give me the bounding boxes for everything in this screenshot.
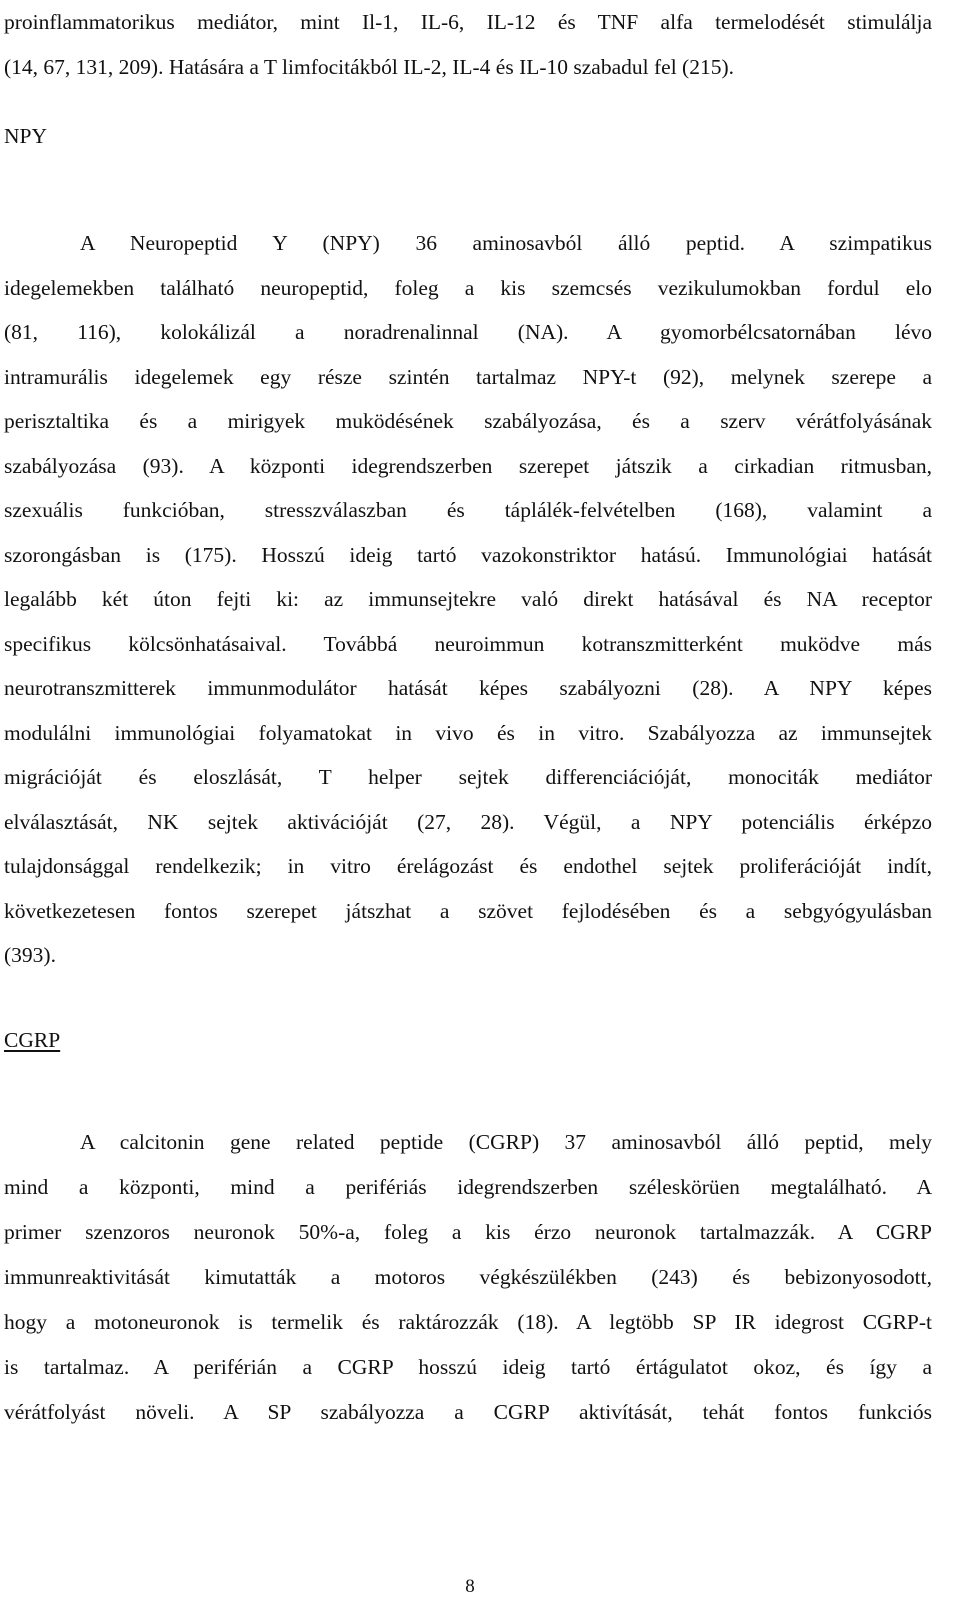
- text-line: hogy a motoneuronok is termelik és raktározzák (18). A legtöbb SP IR idegrost CGRP-t: [4, 1310, 932, 1334]
- text-line: primer szenzoros neuronok 50%-a, foleg a kis érzo neuronok tartalmazzák. A CGRP: [4, 1220, 932, 1244]
- page-number: 8: [465, 1576, 475, 1597]
- text-line: legalább két úton fejti ki: az immunsejtekre való direkt hatásával és NA receptor: [4, 587, 932, 611]
- text-line: specifikus kölcsönhatásaival. Továbbá neuroimmun kotranszmitterként muködve más: [4, 631, 932, 656]
- text-line: proinflammatorikus mediátor, mint Il-1, IL-6, IL-12 és TNF alfa termelodését stimulálja: [4, 10, 932, 34]
- text-line: A calcitonin gene related peptide (CGRP) 37 aminosavból álló peptid, mely: [80, 1130, 932, 1154]
- text-line: mind a központi, mind a perifériás idegrendszerben széleskörüen megtalálható. A: [4, 1175, 932, 1199]
- text-line: perisztaltika és a mirigyek muködésének szabályozása, és a szerv vérátfolyásának: [4, 409, 932, 433]
- text-line: szexuális funkcióban, stresszválaszban és táplálék-felvételben (168), valamint a: [4, 498, 932, 522]
- text-line: modulálni immunológiai folyamatokat in vivo és in vitro. Szabályozza az immunsejtek: [4, 720, 932, 745]
- section-heading-cgrp: CGRP: [4, 1028, 61, 1052]
- text-line: (81, 116), kolokálizál a noradrenalinnal (NA). A gyomorbélcsatornában lévo: [4, 320, 932, 344]
- text-line: tulajdonsággal rendelkezik; in vitro érelágozást és endothel sejtek proliferációját indít,: [4, 854, 932, 878]
- intro-paragraph: [4, 0, 932, 89]
- text-line: neurotranszmitterek immunmodulátor hatását képes szabályozni (28). A NPY képes: [4, 676, 932, 700]
- text-line: is tartalmaz. A periférián a CGRP hosszú ideig tartó értágulatot okoz, és így a: [4, 1355, 932, 1379]
- text-line: idegelemekben található neuropeptid, foleg a kis szemcsés vezikulumokban fordul elo: [4, 275, 932, 300]
- section-heading-npy: NPY: [4, 124, 48, 148]
- text-line: következetesen fontos szerepet játszhat a szövet fejlodésében és a sebgyógyulásban: [4, 898, 932, 923]
- text-line: A Neuropeptid Y (NPY) 36 aminosavból álló peptid. A szimpatikus: [80, 231, 932, 255]
- text-line: (14, 67, 131, 209). Hatására a T limfocitákból IL-2, IL-4 és IL-10 szabadul fel (215).: [4, 54, 734, 79]
- text-line: elválasztását, NK sejtek aktivációját (27, 28). Végül, a NPY potenciális érképzo: [4, 809, 932, 834]
- cgrp-paragraph: [4, 1120, 932, 1435]
- text-line: szorongásban is (175). Hosszú ideig tartó vazokonstriktor hatású. Immunológiai hatását: [4, 542, 932, 567]
- text-line: szabályozása (93). A központi idegrendszerben szerepet játszik a cirkadian ritmusban,: [4, 453, 932, 478]
- text-line: intramurális idegelemek egy része szintén tartalmaz NPY-t (92), melynek szerepe a: [4, 364, 932, 389]
- text-line: vérátfolyást növeli. A SP szabályozza a CGRP aktivítását, tehát fontos funkciós: [4, 1400, 932, 1424]
- text-line: (393).: [4, 943, 56, 967]
- text-line: immunreaktivitását kimutatták a motoros végkészülékben (243) és bebizonyosodott,: [4, 1265, 932, 1289]
- npy-paragraph: [4, 221, 932, 978]
- text-line: migrációját és eloszlását, T helper sejtek differenciációját, monociták mediátor: [4, 765, 932, 789]
